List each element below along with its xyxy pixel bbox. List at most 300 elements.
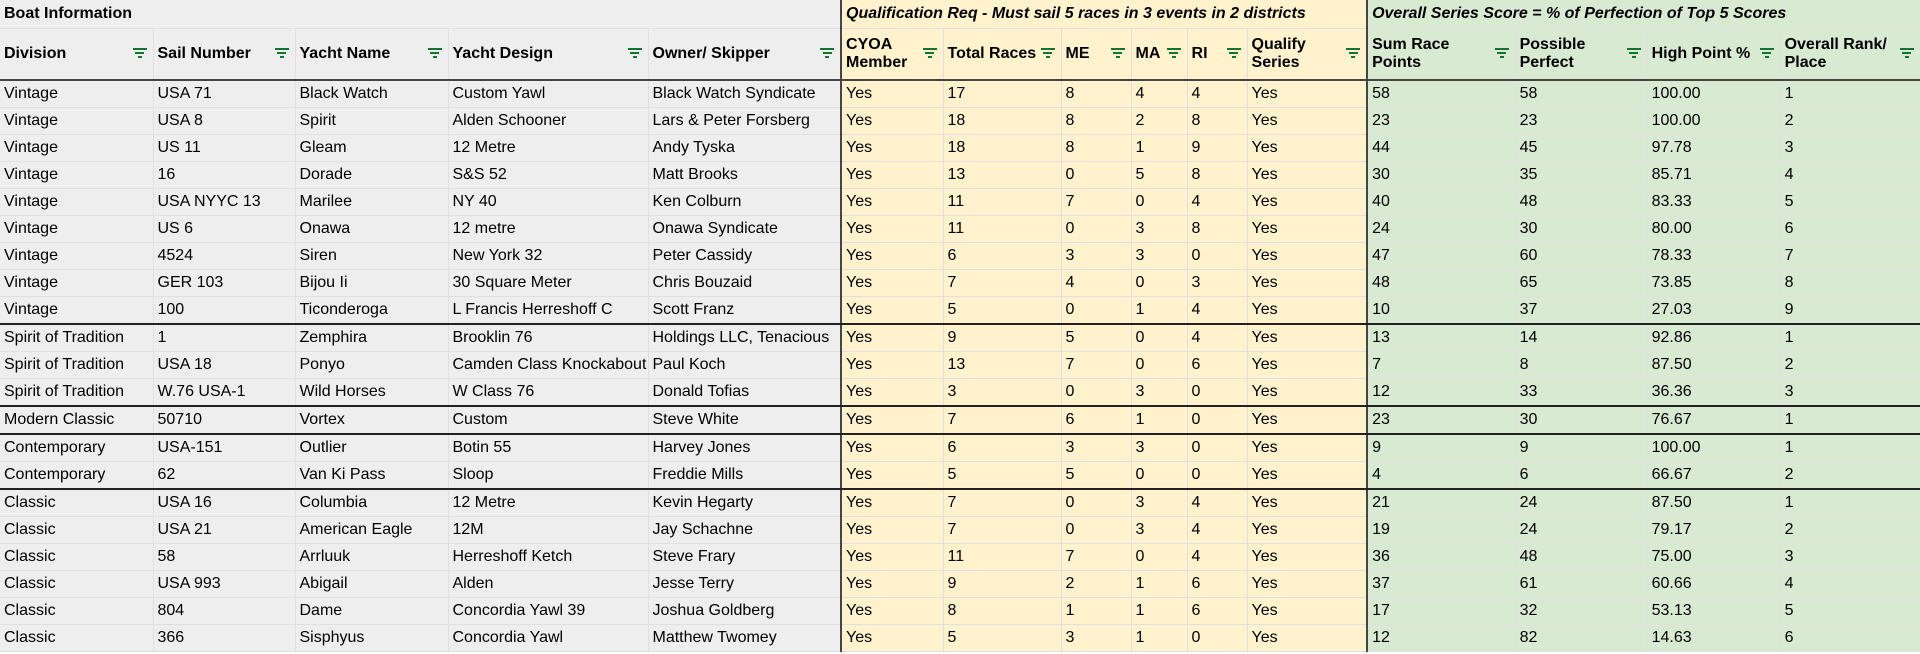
cell-high-point-pct[interactable]: 80.00 [1647,216,1780,243]
cell-yacht-design[interactable]: Herreshoff Ketch [448,544,648,571]
cell-sail-number[interactable]: USA 16 [153,489,295,517]
cell-yacht-design[interactable]: Custom Yawl [448,80,648,108]
cell-me[interactable]: 6 [1061,406,1131,434]
cell-possible-perfect[interactable]: 14 [1515,324,1647,352]
cell-total-races[interactable]: 7 [943,406,1061,434]
filter-icon[interactable] [1227,48,1241,60]
cell-sail-number[interactable]: USA NYYC 13 [153,189,295,216]
cell-ma[interactable]: 4 [1131,80,1187,108]
cell-ma[interactable]: 2 [1131,108,1187,135]
cell-sail-number[interactable]: 58 [153,544,295,571]
cell-possible-perfect[interactable]: 48 [1515,544,1647,571]
cell-owner-skipper[interactable]: Steve Frary [648,544,841,571]
cell-ma[interactable]: 3 [1131,379,1187,407]
cell-sail-number[interactable]: USA 21 [153,517,295,544]
cell-yacht-design[interactable]: Botin 55 [448,434,648,462]
cell-sum-race-points[interactable]: 19 [1367,517,1515,544]
filter-icon[interactable] [1111,48,1125,60]
filter-icon[interactable] [820,48,834,60]
cell-possible-perfect[interactable]: 45 [1515,135,1647,162]
cell-sum-race-points[interactable]: 48 [1367,270,1515,297]
cell-ri[interactable]: 6 [1187,571,1247,598]
cell-overall-rank[interactable]: 9 [1780,297,1920,325]
cell-sum-race-points[interactable]: 4 [1367,462,1515,490]
cell-division[interactable]: Classic [0,571,153,598]
cell-total-races[interactable]: 11 [943,544,1061,571]
cell-yacht-name[interactable]: Ticonderoga [295,297,448,325]
cell-sail-number[interactable]: US 6 [153,216,295,243]
filter-icon[interactable] [1627,48,1641,60]
cell-high-point-pct[interactable]: 100.00 [1647,80,1780,108]
cell-owner-skipper[interactable]: Black Watch Syndicate [648,80,841,108]
cell-total-races[interactable]: 11 [943,216,1061,243]
cell-overall-rank[interactable]: 2 [1780,352,1920,379]
cell-yacht-name[interactable]: American Eagle [295,517,448,544]
cell-division[interactable]: Spirit of Tradition [0,324,153,352]
cell-division[interactable]: Vintage [0,243,153,270]
cell-owner-skipper[interactable]: Paul Koch [648,352,841,379]
cell-yacht-name[interactable]: Black Watch [295,80,448,108]
cell-division[interactable]: Vintage [0,162,153,189]
header-ma[interactable] [1131,29,1187,81]
cell-owner-skipper[interactable]: Steve White [648,406,841,434]
cell-qualify-series[interactable]: Yes [1247,189,1367,216]
filter-icon[interactable] [1760,48,1774,60]
cell-sail-number[interactable]: 50710 [153,406,295,434]
cell-sum-race-points[interactable]: 40 [1367,189,1515,216]
cell-yacht-name[interactable]: Vortex [295,406,448,434]
cell-high-point-pct[interactable]: 100.00 [1647,108,1780,135]
cell-qualify-series[interactable]: Yes [1247,324,1367,352]
cell-possible-perfect[interactable]: 48 [1515,189,1647,216]
cell-me[interactable]: 0 [1061,379,1131,407]
cell-ma[interactable]: 3 [1131,243,1187,270]
header-yacht-name[interactable] [295,29,448,81]
cell-yacht-design[interactable]: Concordia Yawl 39 [448,598,648,625]
cell-sum-race-points[interactable]: 23 [1367,406,1515,434]
filter-icon[interactable] [428,48,442,60]
cell-high-point-pct[interactable]: 78.33 [1647,243,1780,270]
cell-overall-rank[interactable]: 1 [1780,406,1920,434]
cell-sail-number[interactable]: USA-151 [153,434,295,462]
cell-me[interactable]: 0 [1061,489,1131,517]
cell-yacht-name[interactable]: Dorade [295,162,448,189]
cell-yacht-design[interactable]: 30 Square Meter [448,270,648,297]
cell-high-point-pct[interactable]: 87.50 [1647,352,1780,379]
cell-cyoa-member[interactable]: Yes [841,324,943,352]
cell-ri[interactable]: 6 [1187,598,1247,625]
cell-cyoa-member[interactable]: Yes [841,108,943,135]
cell-high-point-pct[interactable]: 14.63 [1647,625,1780,652]
cell-cyoa-member[interactable]: Yes [841,162,943,189]
cell-division[interactable]: Vintage [0,216,153,243]
cell-division[interactable]: Vintage [0,297,153,325]
cell-owner-skipper[interactable]: Chris Bouzaid [648,270,841,297]
cell-sum-race-points[interactable]: 58 [1367,80,1515,108]
cell-sum-race-points[interactable]: 17 [1367,598,1515,625]
cell-qualify-series[interactable]: Yes [1247,297,1367,325]
cell-overall-rank[interactable]: 2 [1780,462,1920,490]
cell-ri[interactable]: 0 [1187,379,1247,407]
cell-total-races[interactable]: 5 [943,462,1061,490]
cell-high-point-pct[interactable]: 100.00 [1647,434,1780,462]
cell-division[interactable]: Vintage [0,270,153,297]
cell-qualify-series[interactable]: Yes [1247,489,1367,517]
filter-icon[interactable] [133,48,147,60]
cell-possible-perfect[interactable]: 32 [1515,598,1647,625]
cell-sail-number[interactable]: W.76 USA-1 [153,379,295,407]
cell-owner-skipper[interactable]: Holdings LLC, Tenacious [648,324,841,352]
cell-high-point-pct[interactable]: 27.03 [1647,297,1780,325]
cell-cyoa-member[interactable]: Yes [841,379,943,407]
cell-total-races[interactable]: 9 [943,324,1061,352]
cell-cyoa-member[interactable]: Yes [841,598,943,625]
cell-division[interactable]: Contemporary [0,434,153,462]
cell-me[interactable]: 8 [1061,108,1131,135]
cell-high-point-pct[interactable]: 60.66 [1647,571,1780,598]
cell-high-point-pct[interactable]: 66.67 [1647,462,1780,490]
cell-sum-race-points[interactable]: 30 [1367,162,1515,189]
filter-icon[interactable] [628,48,642,60]
cell-sail-number[interactable]: GER 103 [153,270,295,297]
cell-high-point-pct[interactable]: 53.13 [1647,598,1780,625]
cell-overall-rank[interactable]: 3 [1780,379,1920,407]
cell-yacht-name[interactable]: Wild Horses [295,379,448,407]
cell-possible-perfect[interactable]: 24 [1515,489,1647,517]
cell-high-point-pct[interactable]: 73.85 [1647,270,1780,297]
cell-cyoa-member[interactable]: Yes [841,297,943,325]
cell-ri[interactable]: 4 [1187,324,1247,352]
cell-me[interactable]: 8 [1061,80,1131,108]
cell-yacht-name[interactable]: Bijou Ii [295,270,448,297]
cell-total-races[interactable]: 18 [943,108,1061,135]
cell-ri[interactable]: 4 [1187,297,1247,325]
cell-total-races[interactable]: 13 [943,162,1061,189]
cell-overall-rank[interactable]: 6 [1780,216,1920,243]
cell-sum-race-points[interactable]: 12 [1367,379,1515,407]
cell-possible-perfect[interactable]: 37 [1515,297,1647,325]
cell-yacht-design[interactable]: New York 32 [448,243,648,270]
cell-yacht-design[interactable]: Alden [448,571,648,598]
cell-possible-perfect[interactable]: 65 [1515,270,1647,297]
cell-qualify-series[interactable]: Yes [1247,108,1367,135]
cell-ri[interactable]: 0 [1187,406,1247,434]
cell-overall-rank[interactable]: 5 [1780,598,1920,625]
cell-ma[interactable]: 1 [1131,406,1187,434]
cell-high-point-pct[interactable]: 97.78 [1647,135,1780,162]
header-overall-rank[interactable] [1780,29,1920,81]
cell-division[interactable]: Vintage [0,108,153,135]
header-high-point-pct[interactable] [1647,29,1780,81]
cell-division[interactable]: Contemporary [0,462,153,490]
qualification-band[interactable]: Qualification Req - Must sail 5 races in 3 events in 2 districts [841,0,1367,29]
cell-ri[interactable]: 4 [1187,80,1247,108]
cell-overall-rank[interactable]: 7 [1780,243,1920,270]
cell-ma[interactable]: 1 [1131,598,1187,625]
cell-possible-perfect[interactable]: 6 [1515,462,1647,490]
header-yacht-design[interactable] [448,29,648,81]
cell-sail-number[interactable]: 62 [153,462,295,490]
cell-total-races[interactable]: 6 [943,243,1061,270]
overall-series-band[interactable]: Overall Series Score = % of Perfection of Top 5 Scores [1367,0,1920,29]
cell-ri[interactable]: 4 [1187,544,1247,571]
header-qualify-series[interactable] [1247,29,1367,81]
cell-high-point-pct[interactable]: 83.33 [1647,189,1780,216]
cell-ri[interactable]: 6 [1187,352,1247,379]
cell-ri[interactable]: 0 [1187,462,1247,490]
cell-ma[interactable]: 0 [1131,352,1187,379]
cell-sum-race-points[interactable]: 24 [1367,216,1515,243]
filter-icon[interactable] [1495,48,1509,60]
cell-ma[interactable]: 5 [1131,162,1187,189]
cell-cyoa-member[interactable]: Yes [841,216,943,243]
cell-me[interactable]: 0 [1061,162,1131,189]
cell-yacht-name[interactable]: Zemphira [295,324,448,352]
cell-ma[interactable]: 1 [1131,297,1187,325]
cell-high-point-pct[interactable]: 36.36 [1647,379,1780,407]
header-me[interactable] [1061,29,1131,81]
cell-ma[interactable]: 0 [1131,544,1187,571]
cell-qualify-series[interactable]: Yes [1247,243,1367,270]
cell-ri[interactable]: 8 [1187,216,1247,243]
cell-possible-perfect[interactable]: 24 [1515,517,1647,544]
cell-overall-rank[interactable]: 3 [1780,135,1920,162]
cell-qualify-series[interactable]: Yes [1247,216,1367,243]
cell-possible-perfect[interactable]: 30 [1515,406,1647,434]
cell-owner-skipper[interactable]: Matt Brooks [648,162,841,189]
cell-sum-race-points[interactable]: 47 [1367,243,1515,270]
cell-me[interactable]: 5 [1061,324,1131,352]
cell-yacht-design[interactable]: Sloop [448,462,648,490]
cell-yacht-design[interactable]: 12 Metre [448,135,648,162]
cell-sum-race-points[interactable]: 21 [1367,489,1515,517]
cell-possible-perfect[interactable]: 8 [1515,352,1647,379]
cell-yacht-design[interactable]: W Class 76 [448,379,648,407]
cell-possible-perfect[interactable]: 82 [1515,625,1647,652]
cell-cyoa-member[interactable]: Yes [841,406,943,434]
cell-total-races[interactable]: 18 [943,135,1061,162]
header-total-races[interactable] [943,29,1061,81]
cell-qualify-series[interactable]: Yes [1247,135,1367,162]
header-division[interactable] [0,29,153,81]
cell-ma[interactable]: 0 [1131,462,1187,490]
cell-sail-number[interactable]: USA 71 [153,80,295,108]
cell-owner-skipper[interactable]: Harvey Jones [648,434,841,462]
header-ri[interactable] [1187,29,1247,81]
cell-possible-perfect[interactable]: 23 [1515,108,1647,135]
cell-qualify-series[interactable]: Yes [1247,598,1367,625]
cell-yacht-design[interactable]: Concordia Yawl [448,625,648,652]
cell-qualify-series[interactable]: Yes [1247,571,1367,598]
header-sail-number[interactable] [153,29,295,81]
cell-total-races[interactable]: 9 [943,571,1061,598]
cell-total-races[interactable]: 13 [943,352,1061,379]
cell-owner-skipper[interactable]: Scott Franz [648,297,841,325]
cell-sum-race-points[interactable]: 12 [1367,625,1515,652]
cell-cyoa-member[interactable]: Yes [841,243,943,270]
cell-me[interactable]: 8 [1061,135,1131,162]
cell-qualify-series[interactable]: Yes [1247,352,1367,379]
cell-possible-perfect[interactable]: 58 [1515,80,1647,108]
cell-owner-skipper[interactable]: Onawa Syndicate [648,216,841,243]
cell-owner-skipper[interactable]: Jay Schachne [648,517,841,544]
cell-yacht-design[interactable]: Custom [448,406,648,434]
cell-cyoa-member[interactable]: Yes [841,434,943,462]
cell-division[interactable]: Classic [0,489,153,517]
cell-high-point-pct[interactable]: 76.67 [1647,406,1780,434]
cell-overall-rank[interactable]: 1 [1780,489,1920,517]
cell-ri[interactable]: 0 [1187,243,1247,270]
cell-cyoa-member[interactable]: Yes [841,544,943,571]
cell-sail-number[interactable]: USA 993 [153,571,295,598]
cell-sum-race-points[interactable]: 9 [1367,434,1515,462]
cell-me[interactable]: 0 [1061,517,1131,544]
cell-total-races[interactable]: 8 [943,598,1061,625]
header-cyoa-member[interactable] [841,29,943,81]
cell-owner-skipper[interactable]: Jesse Terry [648,571,841,598]
cell-me[interactable]: 3 [1061,243,1131,270]
filter-icon[interactable] [1900,48,1914,60]
filter-icon[interactable] [1167,48,1181,60]
cell-yacht-name[interactable]: Van Ki Pass [295,462,448,490]
cell-cyoa-member[interactable]: Yes [841,352,943,379]
cell-yacht-name[interactable]: Siren [295,243,448,270]
cell-sum-race-points[interactable]: 36 [1367,544,1515,571]
cell-yacht-design[interactable]: 12M [448,517,648,544]
cell-overall-rank[interactable]: 1 [1780,80,1920,108]
cell-division[interactable]: Vintage [0,80,153,108]
cell-overall-rank[interactable]: 1 [1780,434,1920,462]
cell-overall-rank[interactable]: 3 [1780,544,1920,571]
cell-division[interactable]: Classic [0,625,153,652]
cell-ri[interactable]: 4 [1187,489,1247,517]
cell-cyoa-member[interactable]: Yes [841,517,943,544]
filter-icon[interactable] [275,48,289,60]
cell-high-point-pct[interactable]: 92.86 [1647,324,1780,352]
cell-yacht-design[interactable]: S&S 52 [448,162,648,189]
cell-yacht-design[interactable]: 12 metre [448,216,648,243]
cell-cyoa-member[interactable]: Yes [841,462,943,490]
cell-me[interactable]: 4 [1061,270,1131,297]
cell-division[interactable]: Vintage [0,189,153,216]
cell-ma[interactable]: 3 [1131,489,1187,517]
cell-cyoa-member[interactable]: Yes [841,80,943,108]
cell-division[interactable]: Classic [0,544,153,571]
cell-cyoa-member[interactable]: Yes [841,571,943,598]
cell-division[interactable]: Spirit of Tradition [0,352,153,379]
cell-ri[interactable]: 3 [1187,270,1247,297]
cell-total-races[interactable]: 5 [943,625,1061,652]
cell-total-races[interactable]: 5 [943,297,1061,325]
cell-possible-perfect[interactable]: 30 [1515,216,1647,243]
cell-qualify-series[interactable]: Yes [1247,625,1367,652]
cell-qualify-series[interactable]: Yes [1247,517,1367,544]
cell-ri[interactable]: 9 [1187,135,1247,162]
cell-division[interactable]: Spirit of Tradition [0,379,153,407]
cell-ma[interactable]: 0 [1131,270,1187,297]
cell-yacht-name[interactable]: Spirit [295,108,448,135]
cell-overall-rank[interactable]: 2 [1780,517,1920,544]
cell-possible-perfect[interactable]: 35 [1515,162,1647,189]
cell-cyoa-member[interactable]: Yes [841,625,943,652]
cell-me[interactable]: 5 [1061,462,1131,490]
cell-qualify-series[interactable]: Yes [1247,162,1367,189]
cell-cyoa-member[interactable]: Yes [841,270,943,297]
cell-ri[interactable]: 4 [1187,517,1247,544]
cell-yacht-name[interactable]: Outlier [295,434,448,462]
cell-total-races[interactable]: 17 [943,80,1061,108]
cell-overall-rank[interactable]: 8 [1780,270,1920,297]
cell-qualify-series[interactable]: Yes [1247,80,1367,108]
cell-owner-skipper[interactable]: Lars & Peter Forsberg [648,108,841,135]
cell-me[interactable]: 0 [1061,297,1131,325]
cell-me[interactable]: 3 [1061,434,1131,462]
cell-me[interactable]: 7 [1061,189,1131,216]
cell-cyoa-member[interactable]: Yes [841,189,943,216]
cell-overall-rank[interactable]: 1 [1780,324,1920,352]
cell-division[interactable]: Classic [0,517,153,544]
cell-qualify-series[interactable]: Yes [1247,379,1367,407]
cell-total-races[interactable]: 11 [943,189,1061,216]
cell-yacht-name[interactable]: Dame [295,598,448,625]
cell-ma[interactable]: 1 [1131,625,1187,652]
cell-owner-skipper[interactable]: Andy Tyska [648,135,841,162]
cell-owner-skipper[interactable]: Kevin Hegarty [648,489,841,517]
cell-sail-number[interactable]: 16 [153,162,295,189]
cell-sum-race-points[interactable]: 10 [1367,297,1515,325]
cell-total-races[interactable]: 7 [943,489,1061,517]
cell-owner-skipper[interactable]: Matthew Twomey [648,625,841,652]
cell-total-races[interactable]: 7 [943,517,1061,544]
filter-icon[interactable] [1041,48,1055,60]
cell-high-point-pct[interactable]: 85.71 [1647,162,1780,189]
cell-sail-number[interactable]: USA 8 [153,108,295,135]
cell-owner-skipper[interactable]: Ken Colburn [648,189,841,216]
cell-yacht-name[interactable]: Gleam [295,135,448,162]
cell-overall-rank[interactable]: 5 [1780,189,1920,216]
cell-qualify-series[interactable]: Yes [1247,434,1367,462]
cell-ri[interactable]: 8 [1187,162,1247,189]
cell-cyoa-member[interactable]: Yes [841,135,943,162]
cell-total-races[interactable]: 3 [943,379,1061,407]
cell-me[interactable]: 3 [1061,625,1131,652]
filter-icon[interactable] [1346,48,1360,60]
cell-sail-number[interactable]: 804 [153,598,295,625]
cell-owner-skipper[interactable]: Donald Tofias [648,379,841,407]
cell-high-point-pct[interactable]: 79.17 [1647,517,1780,544]
cell-owner-skipper[interactable]: Joshua Goldberg [648,598,841,625]
cell-sum-race-points[interactable]: 13 [1367,324,1515,352]
cell-overall-rank[interactable]: 4 [1780,571,1920,598]
cell-sum-race-points[interactable]: 7 [1367,352,1515,379]
header-sum-race-points[interactable] [1367,29,1515,81]
cell-ma[interactable]: 3 [1131,517,1187,544]
cell-high-point-pct[interactable]: 75.00 [1647,544,1780,571]
cell-ri[interactable]: 0 [1187,625,1247,652]
cell-me[interactable]: 7 [1061,352,1131,379]
cell-sail-number[interactable]: 1 [153,324,295,352]
cell-sail-number[interactable]: 366 [153,625,295,652]
cell-sum-race-points[interactable]: 44 [1367,135,1515,162]
cell-sail-number[interactable]: 4524 [153,243,295,270]
cell-owner-skipper[interactable]: Peter Cassidy [648,243,841,270]
cell-owner-skipper[interactable]: Freddie Mills [648,462,841,490]
cell-division[interactable]: Modern Classic [0,406,153,434]
cell-yacht-design[interactable]: NY 40 [448,189,648,216]
cell-yacht-name[interactable]: Sisphyus [295,625,448,652]
cell-yacht-design[interactable]: Brooklin 76 [448,324,648,352]
cell-yacht-design[interactable]: Camden Class Knockabout [448,352,648,379]
